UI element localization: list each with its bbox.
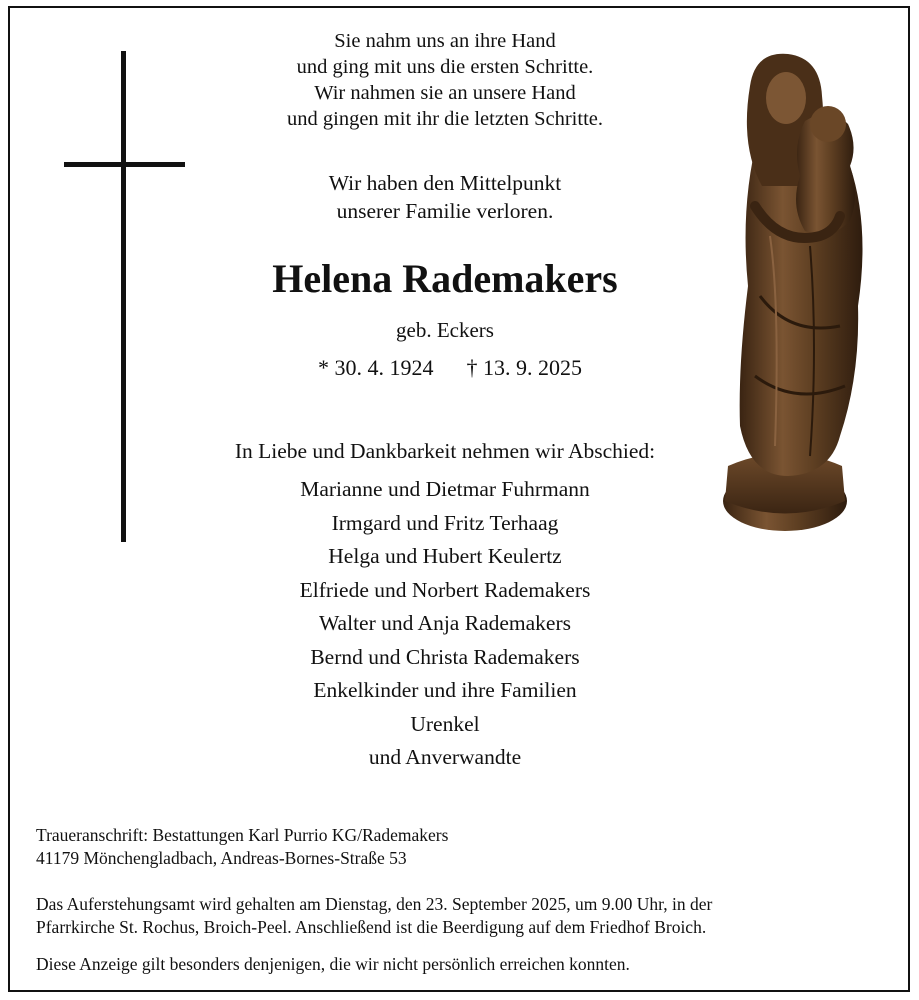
farewell-intro: In Liebe und Dankbarkeit nehmen wir Abschied: — [234, 439, 656, 463]
madonna-statue-image — [710, 46, 890, 546]
notice-note: Diese Anzeige gilt besonders denjenigen, die wir nicht persönlich erreichen konnten. — [36, 954, 630, 974]
list-item: Helga und Hubert Keulertz — [328, 544, 562, 568]
cross-icon-bar — [64, 162, 185, 167]
maiden-name: geb. Eckers — [396, 318, 494, 342]
list-item: Irmgard und Fritz Terhaag — [331, 510, 559, 535]
statement-line: unserer Familie verloren. — [336, 199, 554, 223]
list-item: und Anverwandte — [368, 745, 522, 769]
service-info — [36, 893, 712, 939]
service-line: Pfarrkirche St. Rochus, Broich-Peel. Anschließend ist die Beerdigung auf dem Friedhof Broich. — [36, 917, 707, 937]
list-item: Urenkel — [410, 711, 480, 736]
list-item: Bernd und Christa Rademakers — [310, 644, 580, 669]
list-item: Walter und Anja Rademakers — [318, 611, 571, 635]
statement-line: Wir haben den Mittelpunkt — [328, 171, 562, 195]
statement — [220, 169, 670, 225]
list-item: Marianne und Dietmar Fuhrmann — [300, 477, 590, 501]
deceased-name: Helena Rademakers — [272, 256, 618, 301]
mourners-list — [190, 473, 700, 775]
poem-line: und ging mit uns die ersten Schritte. — [296, 56, 594, 78]
life-dates: * 30. 4. 1924 † 13. 9. 2025 — [318, 355, 582, 380]
service-line: Das Auferstehungsamt wird gehalten am Dienstag, den 23. September 2025, um 9.00 Uhr, in der — [36, 894, 713, 914]
list-item: Enkelkinder und ihre Familien — [313, 678, 577, 702]
address-line: 41179 Mönchengladbach, Andreas-Bornes-Straße 53 — [36, 848, 407, 868]
cross-icon — [121, 51, 126, 542]
poem-line: Wir nahmen sie an unsere Hand — [314, 82, 576, 104]
poem — [220, 28, 670, 132]
poem-line: Sie nahm uns an ihre Hand — [334, 30, 556, 52]
mourning-address — [36, 824, 448, 870]
poem-line: und gingen mit ihr die letzten Schritte. — [287, 108, 603, 130]
list-item: Elfriede und Norbert Rademakers — [299, 577, 591, 602]
address-line: Traueranschrift: Bestattungen Karl Purrio KG/Rademakers — [36, 825, 449, 845]
obituary-notice — [8, 6, 910, 992]
